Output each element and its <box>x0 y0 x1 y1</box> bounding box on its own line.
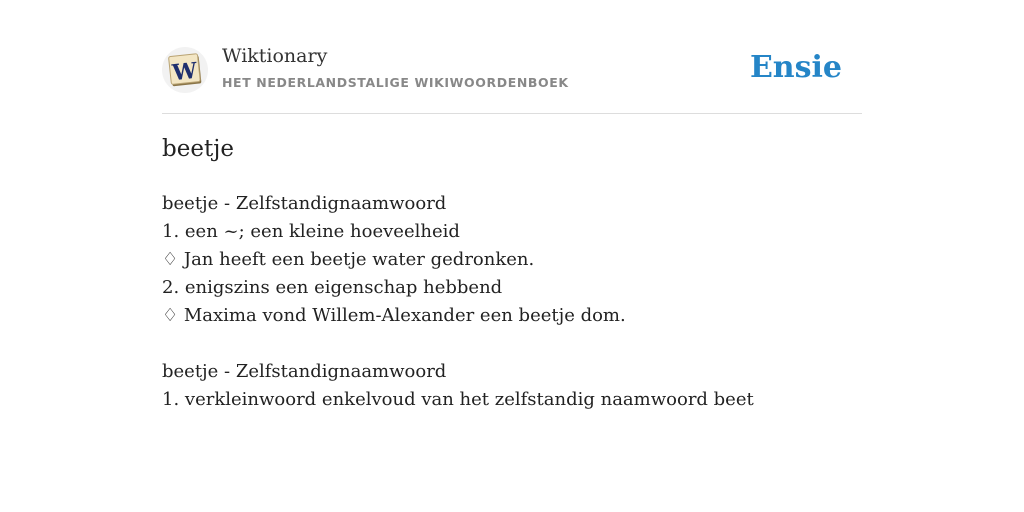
definition-line: 1. verkleinwoord enkelvoud van het zelfstandig naamwoord beet <box>162 389 754 410</box>
definition-line: 1. een ~; een kleine hoeveelheid <box>162 221 460 242</box>
site-title[interactable]: Wiktionary <box>222 45 328 67</box>
definition-line: 2. enigszins een eigenschap hebbend <box>162 277 503 298</box>
page-title: beetje <box>162 136 234 162</box>
definitions-list <box>162 190 862 414</box>
logo-letter: W <box>171 57 199 87</box>
example-line: ♢ Jan heeft een beetje water gedronken. <box>162 249 535 270</box>
entry-heading: beetje - Zelfstandignaamwoord <box>162 361 447 382</box>
site-subtitle: HET NEDERLANDSTALIGE WIKIWOORDENBOEK <box>222 75 569 90</box>
wiktionary-tile-icon <box>167 52 203 88</box>
entry-heading: beetje - Zelfstandignaamwoord <box>162 193 447 214</box>
entry <box>162 190 862 330</box>
ensie-brand-link[interactable]: Ensie <box>749 50 842 85</box>
site-header <box>162 44 862 114</box>
example-line: ♢ Maxima vond Willem-Alexander een beetje dom. <box>162 305 626 326</box>
entry <box>162 358 862 414</box>
wiktionary-logo[interactable] <box>162 47 208 93</box>
